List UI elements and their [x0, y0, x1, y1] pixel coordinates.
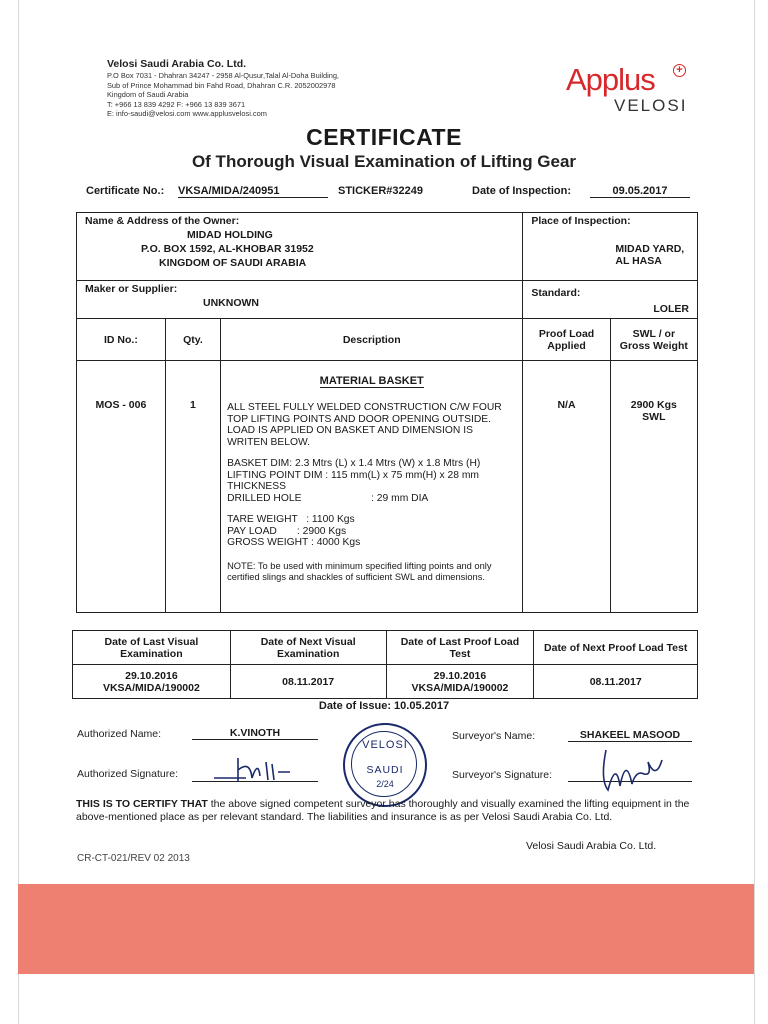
owner-line-1: MIDAD HOLDING — [187, 229, 273, 241]
authorized-name-label: Authorized Name: — [77, 728, 162, 740]
logo-plus-icon: + — [673, 64, 686, 77]
address-line-1: P.O Box 7031 - Dhahran 34247 - 2958 Al-Qusur,Talal Al-Doha Building, — [107, 71, 339, 80]
item-text: ALL STEEL FULLY WELDED CONSTRUCTION C/W FOUR TOP LIFTING POINTS AND DOOR OPENING OUTSIDE. LOAD IS APPLIED ON BASKET AND DIMENSION IS WRITEN BELOW. — [227, 402, 502, 448]
inspection-date-label: Date of Inspection: — [472, 185, 572, 197]
certification-statement — [76, 798, 698, 824]
inspection-date-wrap — [590, 185, 690, 198]
last-proof-date: 29.10.2016 — [433, 669, 487, 682]
header-id: ID No.: — [77, 319, 166, 361]
owner-cell — [77, 213, 523, 281]
surveyor-signature-image — [596, 740, 676, 796]
item-description-cell — [221, 361, 523, 613]
item-swl-cell — [610, 361, 697, 613]
cert-no-label: Certificate No.: — [86, 185, 165, 197]
company-sign-off: Velosi Saudi Arabia Co. Ltd. — [526, 840, 657, 852]
address-line-3: Kingdom of Saudi Arabia — [107, 90, 189, 100]
place-cell — [523, 213, 698, 281]
header-qty: Qty. — [165, 319, 220, 361]
certify-bold: THIS IS TO CERTIFY THAT — [76, 798, 208, 810]
place-label: Place of Inspection: — [531, 215, 631, 227]
surveyor-signature-label: Surveyor's Signature: — [452, 769, 553, 781]
main-details-table — [76, 212, 698, 613]
next-proof-header: Date of Next Proof Load Test — [534, 631, 698, 665]
owner-row — [77, 213, 698, 281]
next-visual-date: 08.11.2017 — [230, 665, 386, 699]
address-line-2: Sub of Prince Mohammad bin Fahd Road, Dhahran C.R. 2052002978 — [107, 80, 336, 90]
authorized-name: K.VINOTH — [192, 727, 318, 740]
logo-brand: Applus — [566, 62, 655, 97]
last-visual-date: 29.10.2016 — [125, 669, 178, 682]
item-hole-value: : 29 mm DIA — [371, 492, 429, 504]
last-visual-header: Date of Last Visual Examination — [73, 631, 231, 665]
footer-band — [18, 884, 754, 974]
email-web: E: info-saudi@velosi.com www.applusvelosi.com — [107, 109, 267, 119]
item-dim-1: BASKET DIM: 2.3 Mtrs (L) x 1.4 Mtrs (W) x 1.8 Mtrs (H) — [227, 458, 481, 469]
issue-date: Date of Issue: 10.05.2017 — [318, 700, 450, 712]
last-proof-cell — [386, 665, 534, 699]
standard-label: Standard: — [531, 287, 581, 299]
item-qty: 1 — [165, 361, 220, 613]
dates-header-row — [73, 631, 698, 665]
last-visual-ref: VKSA/MIDA/190002 — [102, 681, 200, 694]
maker-value: UNKNOWN — [203, 297, 259, 309]
standard-value: LOLER — [653, 303, 689, 315]
surveyor-name-label: Surveyor's Name: — [452, 730, 536, 742]
authorized-signature-label: Authorized Signature: — [77, 768, 178, 780]
stamp-number: 2/24 — [376, 779, 394, 789]
dates-value-row — [73, 665, 698, 699]
phone-fax: T: +966 13 839 4292 F: +966 13 839 3671 — [107, 99, 246, 109]
applus-velosi-logo — [566, 62, 686, 122]
item-note: NOTE: To be used with minimum specified lifting points and only certified slings and shackles of sufficient SWL and dimensions. — [227, 560, 492, 582]
owner-line-2: P.O. BOX 1592, AL-KHOBAR 31952 — [141, 243, 314, 255]
item-hole — [227, 493, 516, 505]
header-proof-load: Proof Load Applied — [523, 319, 610, 361]
last-proof-header: Date of Last Proof Load Test — [386, 631, 534, 665]
maker-row — [77, 281, 698, 319]
item-dim-3: THICKNESS — [227, 481, 287, 492]
item-title: MATERIAL BASKET — [319, 375, 424, 387]
certificate-subtitle: Of Thorough Visual Examination of Lifting Gear — [191, 152, 577, 171]
next-visual-header: Date of Next Visual Examination — [230, 631, 386, 665]
cert-no-value: VKSA/MIDA/240951 — [178, 185, 328, 198]
maker-label: Maker or Supplier: — [85, 283, 178, 295]
owner-line-3: KINGDOM OF SAUDI ARABIA — [159, 257, 307, 269]
sticker-no: STICKER#32249 — [338, 185, 423, 197]
item-hole-label: DRILLED HOLE — [227, 492, 302, 504]
item-proof-load: N/A — [523, 361, 610, 613]
place-value: MIDAD YARD, AL HASA — [615, 243, 685, 267]
logo-sub: VELOSI — [614, 96, 688, 115]
item-swl-unit: SWL — [642, 411, 666, 423]
item-dim-2: LIFTING POINT DIM : 115 mm(L) x 75 mm(H) x 28 mm — [227, 469, 479, 481]
item-tare: TARE WEIGHT : 1100 Kgs — [227, 514, 355, 525]
company-address-block — [107, 58, 437, 119]
authorized-signature-image — [208, 752, 308, 786]
examination-dates-table — [72, 630, 698, 699]
item-gross: GROSS WEIGHT : 4000 Kgs — [227, 537, 361, 548]
item-row — [77, 361, 698, 613]
next-proof-date: 08.11.2017 — [534, 665, 698, 699]
header-swl: SWL / or Gross Weight — [610, 319, 697, 361]
form-reference: CR-CT-021/REV 02 2013 — [77, 853, 190, 864]
stamp-middle-text: SAUDI — [366, 764, 404, 776]
owner-label: Name & Address of the Owner: — [85, 215, 240, 227]
item-id: MOS - 006 — [77, 361, 166, 613]
header-row — [77, 319, 698, 361]
cert-no-value-wrap — [178, 185, 328, 198]
velosi-saudi-stamp — [343, 723, 427, 807]
last-visual-cell — [73, 665, 231, 699]
item-payload: PAY LOAD : 2900 Kgs — [227, 525, 347, 537]
last-proof-ref: VKSA/MIDA/190002 — [411, 681, 509, 694]
surveyor-name: SHAKEEL MASOOD — [568, 729, 692, 742]
maker-cell — [77, 281, 523, 319]
standard-cell — [523, 281, 698, 319]
inspection-date-value: 09.05.2017 — [590, 185, 690, 198]
item-swl-value: 2900 Kgs — [630, 399, 677, 411]
certify-text: the above signed competent surveyor has thoroughly and visually examined the lifting equipment in the above-mentioned place as per relevant standard. The liabilities and insurance is as per Velosi Saudi Arabia Co. Ltd. — [76, 798, 690, 823]
company-name: Velosi Saudi Arabia Co. Ltd. — [107, 58, 247, 70]
certificate-title: CERTIFICATE — [306, 124, 462, 150]
header-description: Description — [221, 319, 523, 361]
stamp-top-text: VELOSI — [362, 739, 408, 751]
